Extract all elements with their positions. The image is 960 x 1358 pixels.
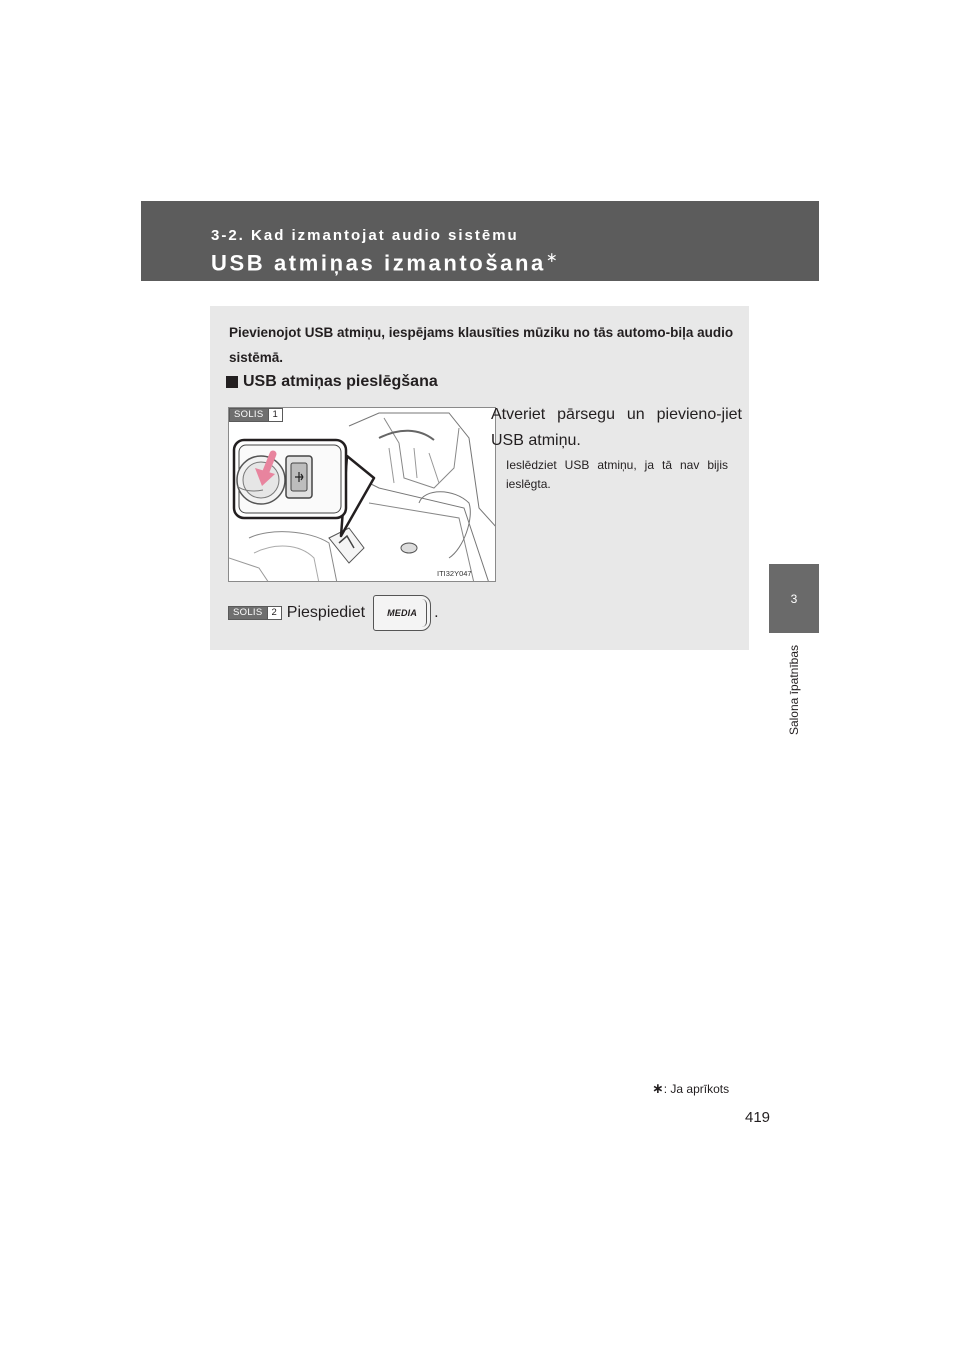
illustration-code: ITI32Y047 [437,569,472,578]
console-drawing [229,408,496,582]
step-1-badge-number: 1 [268,409,282,421]
step-2-badge-word: SOLIS [229,607,267,619]
title-footnote-marker: ∗ [545,249,558,265]
chapter-tab-label: Salona īpatnības [787,644,801,736]
step-1-badge-word: SOLIS [230,409,268,421]
section-label: 3-2. Kad izmantojat audio sistēmu [211,227,519,244]
step-1-badge [229,408,283,422]
intro-paragraph: Pievienojot USB atmiņu, iespējams klausīties mūziku no tās automo-biļa audio sistēmā. [229,325,734,365]
step-2-row [228,593,439,633]
page-title [211,249,558,276]
step-1-note: Ieslēdziet USB atmiņu, ja tā nav bijis ieslēgta. [506,458,728,491]
step-2-badge [228,606,282,620]
chapter-tab: 3 [769,564,819,633]
step-1-text: Atveriet pārsegu un pievieno-jiet USB atmiņu. [491,406,742,449]
section-heading [226,373,438,391]
black-square-icon [226,376,238,388]
footnote [652,1080,729,1097]
page-title-text: USB atmiņas izmantošana [211,250,546,276]
step-2-text: Piespiediet [286,604,366,621]
content-panel [210,306,749,650]
footnote-text: : Ja aprīkots [663,1082,730,1096]
footnote-marker: ∗ [652,1080,664,1096]
chapter-header [141,201,819,281]
section-heading-text: USB atmiņas pieslēgšana [243,373,438,390]
usb-port-illustration [228,407,496,582]
step-2-badge-number: 2 [267,607,281,619]
media-button-image: MEDIA [373,595,431,631]
step-2-trailing: . [434,604,439,621]
page-number: 419 [745,1109,771,1126]
